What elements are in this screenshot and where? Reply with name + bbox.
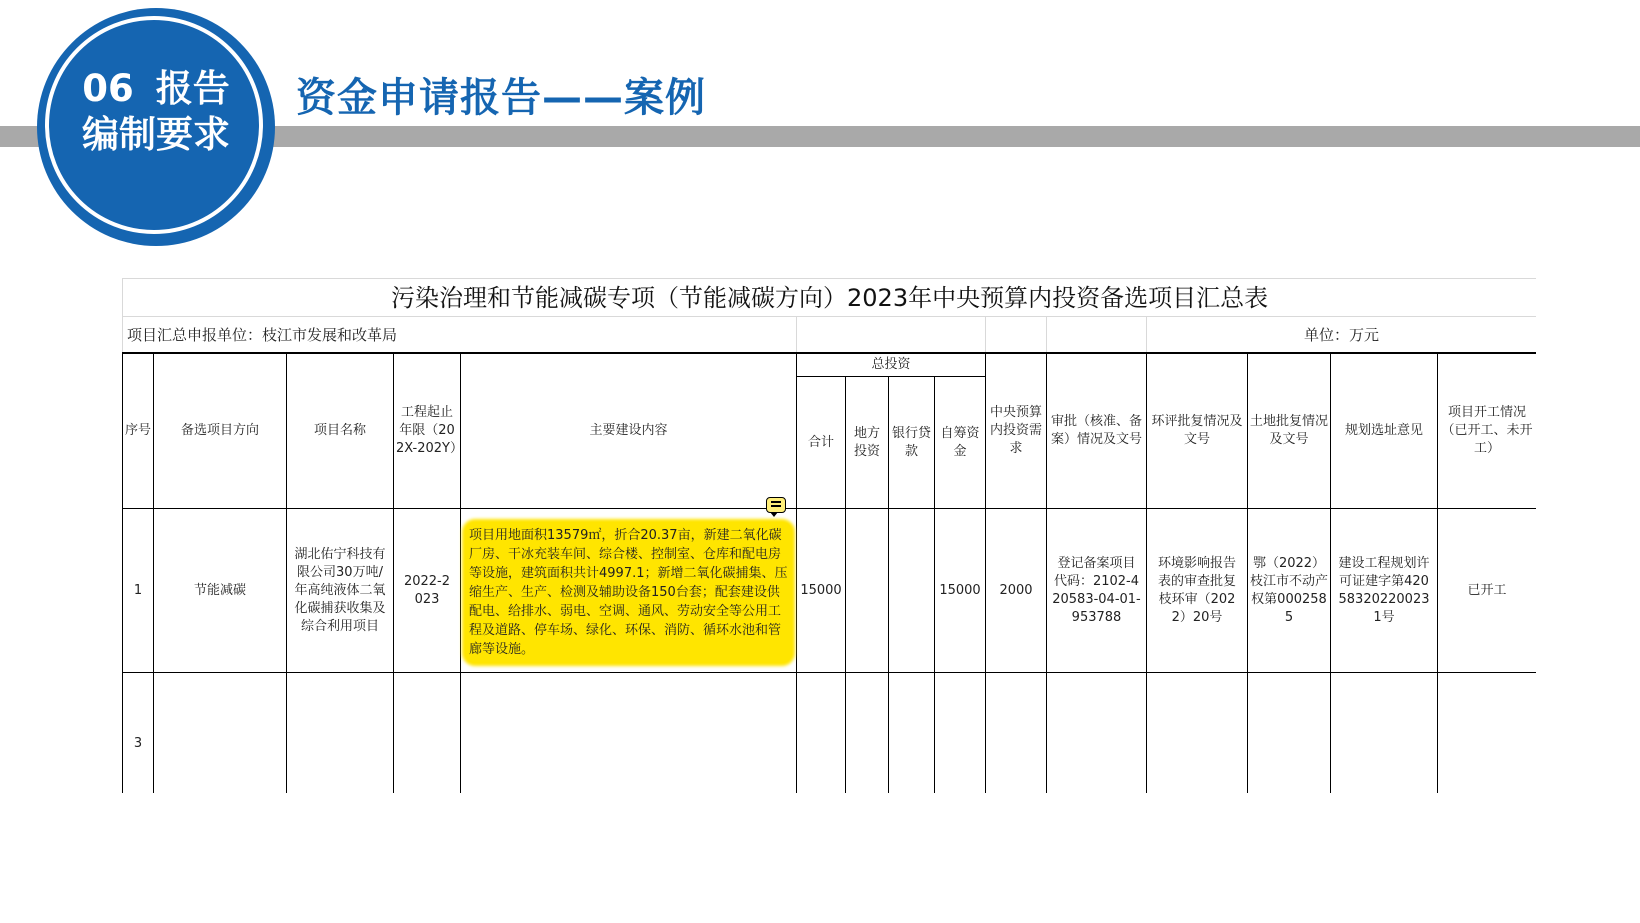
cell-period: 2022-2023 — [394, 509, 461, 673]
badge-line1 — [82, 66, 230, 112]
cell-bank — [889, 673, 935, 794]
cell-local — [846, 509, 889, 673]
cell-bank — [889, 509, 935, 673]
header-content: 主要建设内容 — [461, 353, 797, 509]
header-start: 项目开工情况（已开工、未开工） — [1438, 353, 1537, 509]
unit-spacer-b — [986, 317, 1047, 354]
table-title: 污染治理和节能减碳专项（节能减碳方向）2023年中央预算内投资备选项目汇总表 — [123, 279, 1537, 317]
cell-total — [797, 673, 846, 794]
header-planning: 规划选址意见 — [1331, 353, 1438, 509]
cell-eia — [1147, 673, 1248, 794]
cell-self — [935, 673, 986, 794]
header-total: 合计 — [797, 377, 846, 509]
highlighted-content: 项目用地面积13579㎡，折合20.37亩，新建二氧化碳厂房、干冰充装车间、综合楼、控制室、仓库和配电房等设施，建筑面积共计4997.1；新增二氧化碳捕集、压缩生产、生产、检测及辅助设备150台套；配套建设供配电、给排水、弱电、空调、通风、劳动安全等公用工程及道路、停车场、绿化、环保、消防、循环水池和管廊等设施。 — [465, 522, 792, 663]
cell-central — [986, 673, 1047, 794]
cell-eia: 环境影响报告表的审查批复枝环审（2022）20号 — [1147, 509, 1248, 673]
cell-name — [287, 673, 394, 794]
badge-number: 06 — [82, 67, 134, 110]
cell-planning: 建设工程规划许可证建字第420583202200231号 — [1331, 509, 1438, 673]
cell-content — [461, 673, 797, 794]
cell-period — [394, 673, 461, 794]
cell-content — [461, 509, 797, 673]
cell-central: 2000 — [986, 509, 1047, 673]
unit-spacer-c — [1047, 317, 1147, 354]
cell-planning — [1331, 673, 1438, 794]
cell-direction — [154, 673, 287, 794]
cell-seq: 3 — [123, 673, 154, 794]
header-name: 项目名称 — [287, 353, 394, 509]
cell-name: 湖北佑宁科技有限公司30万吨/年高纯液体二氧化碳捕获收集及综合利用项目 — [287, 509, 394, 673]
header-self: 自筹资金 — [935, 377, 986, 509]
section-badge-text — [37, 8, 275, 246]
unit-left: 项目汇总申报单位：枝江市发展和改革局 — [123, 317, 797, 354]
cell-land: 鄂（2022）枝江市不动产权第0002585 — [1248, 509, 1331, 673]
cell-approval: 登记备案项目代码：2102-420583-04-01-953788 — [1047, 509, 1147, 673]
header-central: 中央预算内投资需求 — [986, 353, 1047, 509]
cell-local — [846, 673, 889, 794]
header-seq: 序号 — [123, 353, 154, 509]
cell-seq: 1 — [123, 509, 154, 673]
header-local: 地方投资 — [846, 377, 889, 509]
unit-right: 单位：万元 — [1147, 317, 1537, 354]
cell-direction: 节能减碳 — [154, 509, 287, 673]
header-bank: 银行贷款 — [889, 377, 935, 509]
comment-icon[interactable] — [766, 497, 786, 513]
cell-approval — [1047, 673, 1147, 794]
summary-table-wrap — [122, 278, 1536, 793]
table-row — [123, 509, 1537, 673]
badge-word: 报告 — [155, 67, 230, 110]
header-approval: 审批（核准、备案）情况及文号 — [1047, 353, 1147, 509]
cell-start — [1438, 673, 1537, 794]
cell-self: 15000 — [935, 509, 986, 673]
slide-title: 资金申请报告——案例 — [296, 75, 706, 121]
cell-land — [1248, 673, 1331, 794]
header-eia: 环评批复情况及文号 — [1147, 353, 1248, 509]
header-period: 工程起止年限（202X-202Y） — [394, 353, 461, 509]
summary-table — [122, 278, 1536, 793]
header-direction: 备选项目方向 — [154, 353, 287, 509]
badge-line2: 编制要求 — [82, 113, 230, 156]
cell-start: 已开工 — [1438, 509, 1537, 673]
cell-total: 15000 — [797, 509, 846, 673]
table-row — [123, 673, 1537, 794]
header-total-group: 总投资 — [797, 353, 986, 377]
header-land: 土地批复情况及文号 — [1248, 353, 1331, 509]
unit-spacer-a — [797, 317, 986, 354]
